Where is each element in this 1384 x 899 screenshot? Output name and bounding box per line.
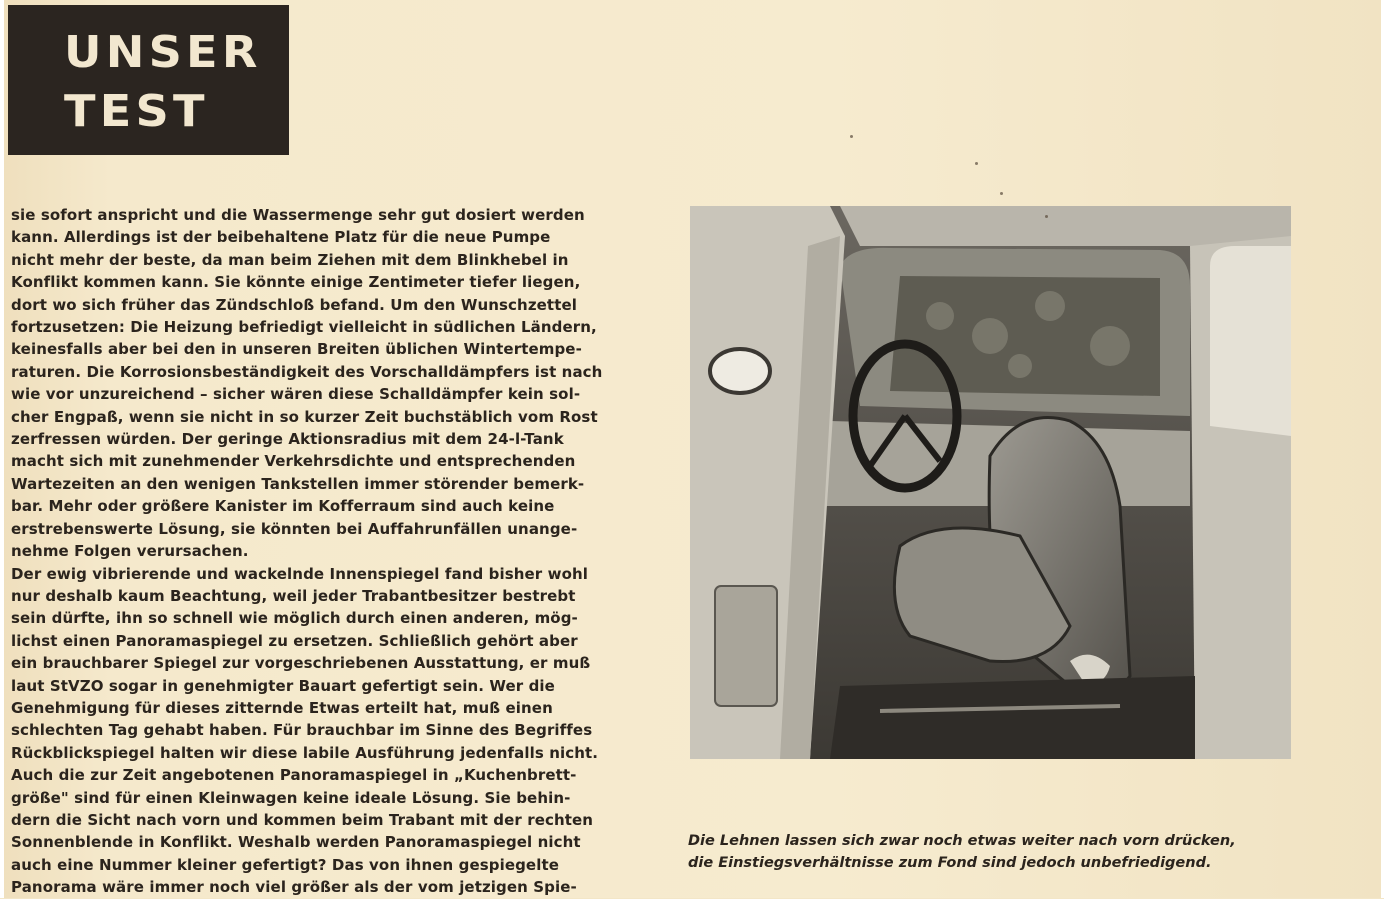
section-title-line2: TEST xyxy=(64,86,209,137)
section-title-line1: UNSER xyxy=(64,27,262,78)
page-left-margin xyxy=(0,0,4,898)
article-body xyxy=(11,204,625,899)
car-interior-photo xyxy=(690,206,1291,759)
article-paragraph-2: Der ewig vibrierende und wackelnde Innenspiegel fand bisher wohl nur deshalb kaum Beachtung, weil jeder Trabantbesitzer bestrebt sein dürfte, ihn so schnell wie möglich durch einen anderen, mög- lichst einen Panoramaspiegel zu ersetzen. Schließlich gehört aber ein brauchbarer Spiegel zur vorgeschriebenen Ausstattung, er muß laut StVZO sogar in genehmigter Bauart gefertigt sein. Wer die Genehmigung für dieses zitternde Etwas erteilt hat, muß einen schlechten Tag gehabt haben. Für brauchbar im Sinne des Begriffes Rückblickspiegel halten wir diese labile Ausführung jedenfalls nicht. Auch die zur Zeit angebotenen Panoramaspiegel in „Kuchenbrett- größe" sind für einen Kleinwagen keine ideale Lösung. Sie behin- dern die Sicht nach vorn und kommen beim Trabant mit der rechten Sonnenblende in Konflikt. Weshalb werden Panoramaspiegel nicht auch eine Nummer kleiner gefertigt? Das von ihnen gespiegelte Panorama wäre immer noch viel größer als der vom jetzigen Spie- xyxy=(11,564,599,897)
print-speck xyxy=(1000,192,1003,195)
print-speck xyxy=(975,162,978,165)
article-paragraph-1: sie sofort anspricht und die Wassermenge sehr gut dosiert werden kann. Allerdings ist der beibehaltene Platz für die neue Pumpe nicht mehr der beste, da man beim Ziehen mit dem Blinkhebel in Konflikt kommen kann. Sie könnte einige Zentimeter tiefer liegen, dort wo sich früher das Zündschloß befand. Um den Wunschzettel fortzusetzen: Die Heizung befriedigt vielleicht in südlichen Ländern, keinesfalls aber bei den in unseren Breiten üblichen Wintertempe- raturen. Die Korrosionsbeständigkeit des Vorschalldämpfers ist nach wie vor unzureichend – sicher wären diese Schalldämpfer kein sol- cher Engpaß, wenn sie nicht in so kurzer Zeit buchstäblich vom Rost zerfressen würden. Der geringe Aktionsradius mit dem 24-l-Tank macht sich mit zunehmender Verkehrsdichte und entsprechenden Wartezeiten an den wenigen Tankstellen immer störender bemerk- bar. Mehr oder größere Kanister im Kofferraum sind auch keine erstrebenswerte Lösung, sie könnten bei Auffahrunfällen unange- nehme Folgen verursachen. xyxy=(11,206,603,561)
photo-caption: Die Lehnen lassen sich zwar noch etwas weiter nach vorn drücken, die Einstiegsverhältnisse zum Fond sind jedoch unbefriedigend. xyxy=(688,833,1236,871)
car-interior-illustration xyxy=(690,206,1291,759)
print-speck xyxy=(1045,215,1048,218)
print-speck xyxy=(850,135,853,138)
section-title-box xyxy=(8,5,289,155)
